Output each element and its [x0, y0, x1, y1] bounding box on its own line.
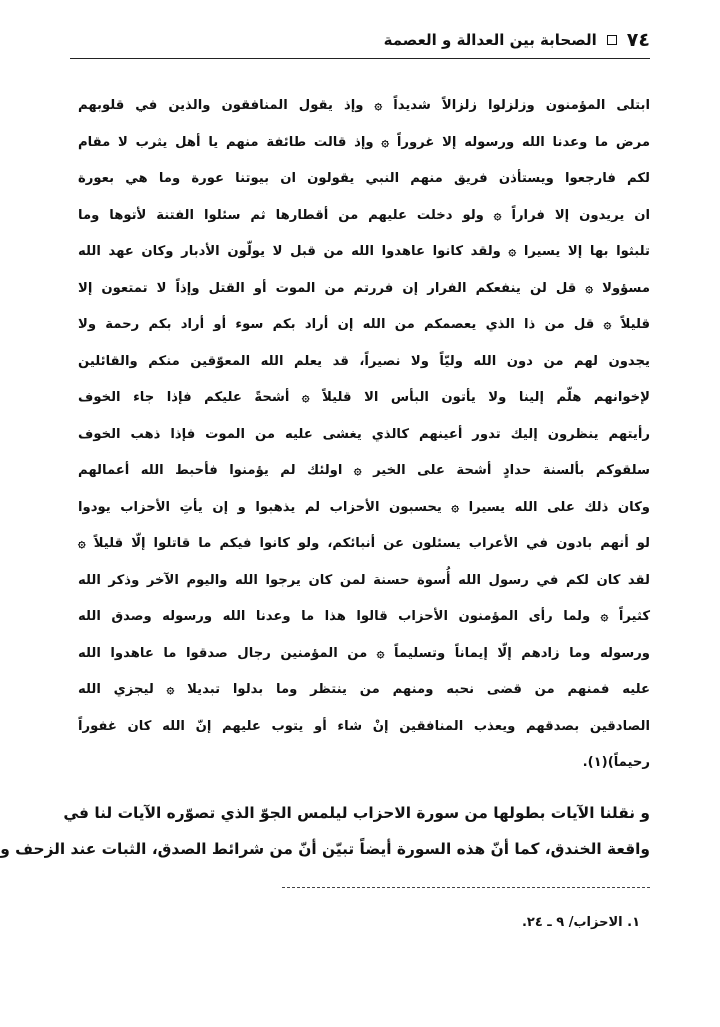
quran-line: قليلاً ۞ قل من ذا الذي يعصمكم من الله إن أراد بكم سوء أو أراد بكم رحمة ولا	[78, 317, 650, 332]
running-head	[70, 28, 650, 59]
paragraph-line: واقعة الخندق، كما أنّ هذه السورة أيضاً تبيّن أنّ من شرائط الصدق، الثبات عند الزحف و	[0, 840, 650, 858]
quran-line: رأيتهم ينظرون إليك تدور أعينهم كالذي يغشى عليه من الموت فإذا ذهب الخوف	[78, 426, 650, 442]
header-square-icon	[607, 35, 617, 45]
quran-line: عليه فمنهم من قضى نحبه ومنهم من ينتظر وما بدلوا تبديلا ۞ ليجزي الله	[78, 682, 650, 697]
book-title: الصحابة بين العدالة و العصمة	[383, 31, 597, 49]
footnote: ١. الاحزاب/ ٩ ـ ٢٤.	[521, 915, 640, 930]
quran-line: سلقوكم بألسنة حدادٍ أشحة على الخير ۞ اولئك لم يؤمنوا فأحبط الله أعمالهم	[78, 463, 650, 478]
quran-line: الصادقين بصدقهم ويعذب المنافقين إنْ شاء أو يتوب عليهم إنّ الله كان غفوراً	[78, 718, 650, 734]
quran-line: لكم فارجعوا ويستأذن فريق منهم النبي يقولون ان بيوتنا عورة وما هي بعورة	[78, 171, 650, 186]
quran-line: مسؤولا ۞ قل لن ينفعكم الفرار إن فررتم من الموت أو القتل وإذاً لا تمتعون إلا	[78, 280, 650, 296]
body-paragraph	[0, 795, 650, 867]
footnote-divider	[282, 887, 650, 888]
quran-line: تلبثوا بها إلا يسيرا ۞ ولقد كانوا عاهدوا الله من قبل لا يولّون الأدبار وكان عهد الله	[78, 244, 650, 259]
quran-line: رحيماً)(١).	[582, 755, 650, 770]
quran-line: كثيراً ۞ ولما رأى المؤمنون الأحزاب قالوا هذا ما وعدنا الله ورسوله وصدق الله	[78, 609, 650, 624]
paragraph-line: و نقلنا الآيات بطولها من سورة الاحزاب ليلمس الجوّ الذي تصوّره الآيات لنا في	[63, 804, 650, 822]
quran-line: ابتلى المؤمنون وزلزلوا زلزالاً شديداً ۞ وإذ يقول المنافقون والذين في قلوبهم	[78, 98, 650, 113]
quran-line: ورسوله وما زادهم إلّا إيماناً وتسليماً ۞ من المؤمنين رجال صدقوا ما عاهدوا الله	[78, 645, 650, 661]
quran-line: لو أنهم بادون في الأعراب يسئلون عن أنبائكم، ولو كانوا فيكم ما قاتلوا إلّا قليلاً ۞	[78, 536, 650, 551]
quran-quotation	[78, 88, 650, 782]
page-number: ٧٤	[626, 29, 650, 51]
quran-line: يجدون لهم من دون الله وليّاً ولا نصيراً، قد يعلم الله المعوّقين منكم والقائلين	[78, 353, 650, 369]
quran-line: لقد كان لكم في رسول الله أُسوة حسنة لمن كان يرجوا الله واليوم الآخر وذكر الله	[78, 572, 650, 588]
quran-line: لإخوانهم هلّم إلينا ولا يأتون البأس الا قليلاً ۞ أشحةً عليكم فإذا جاء الخوف	[78, 390, 650, 405]
quran-line: مرض ما وعدنا الله ورسوله إلا غروراً ۞ وإذ قالت طائفة منهم يا أهل يثرب لا مقام	[78, 134, 650, 150]
quran-line: ان يريدون إلا فراراً ۞ ولو دخلت عليهم من أقطارها ثم سئلوا الفتنة لأتوها وما	[78, 207, 650, 223]
quran-line: وكان ذلك على الله يسيرا ۞ يحسبون الأحزاب لم يذهبوا و إن يأتِ الأحزاب يودوا	[78, 499, 650, 515]
